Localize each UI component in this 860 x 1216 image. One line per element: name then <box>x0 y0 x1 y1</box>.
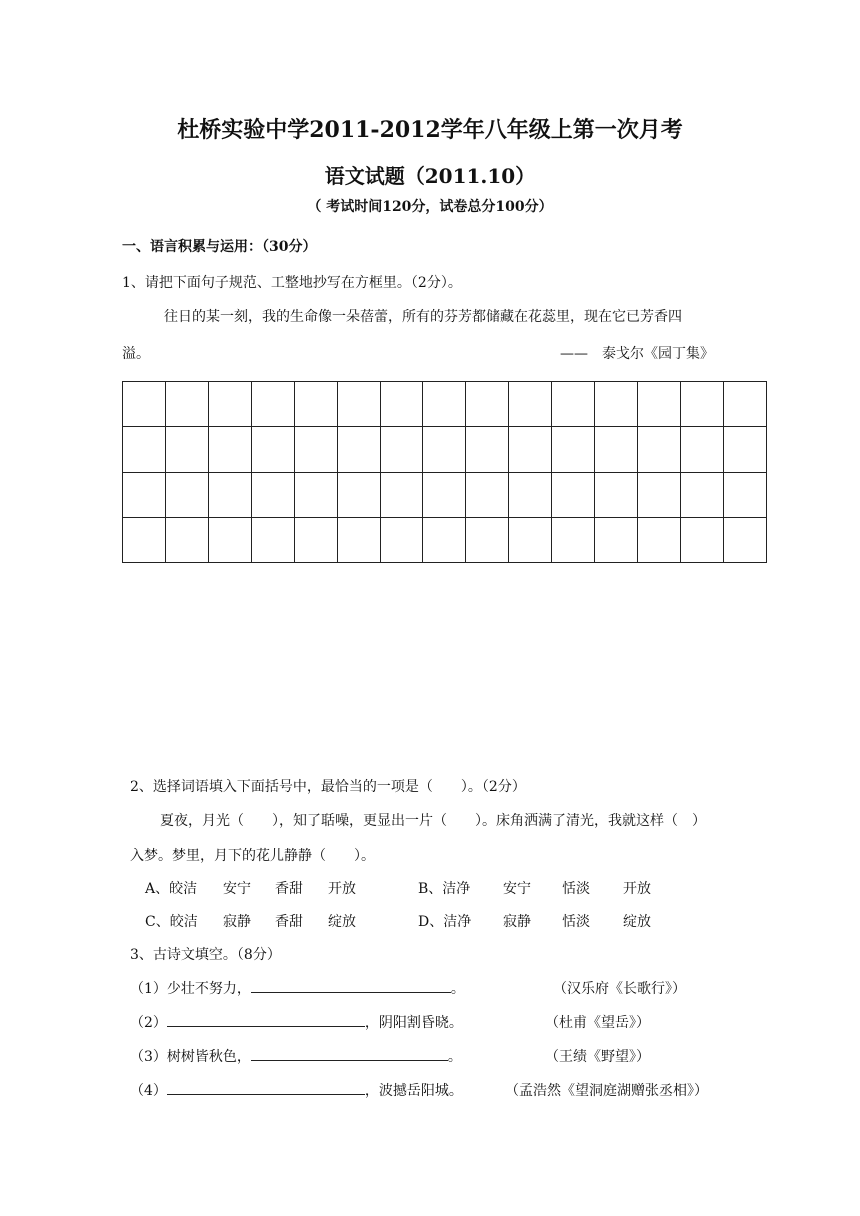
q1-passage-line1: 往日的某一刻，我的生命像一朵蓓蕾，所有的芬芳都储藏在花蕊里，现在它已芳香四 <box>164 309 682 325</box>
grid-row <box>123 517 767 562</box>
grid-cell[interactable] <box>552 517 595 562</box>
grid-cell[interactable] <box>552 427 595 472</box>
option-label: A、皎洁 <box>145 881 198 897</box>
grid-cell[interactable] <box>294 517 337 562</box>
grid-row <box>123 427 767 472</box>
grid-cell[interactable] <box>208 517 251 562</box>
grid-cell[interactable] <box>423 382 466 427</box>
grid-cell[interactable] <box>208 472 251 517</box>
grid-cell[interactable] <box>638 382 681 427</box>
grid-cell[interactable] <box>595 382 638 427</box>
grid-cell[interactable] <box>380 517 423 562</box>
grid-cell[interactable] <box>380 382 423 427</box>
option-word: 绽放 <box>328 914 356 930</box>
grid-cell[interactable] <box>123 517 166 562</box>
writing-grid <box>122 381 767 563</box>
grid-cell[interactable] <box>123 427 166 472</box>
item-text-after: ，阴阳割昏晓。 <box>364 1015 463 1031</box>
option-word: 恬淡 <box>562 914 590 930</box>
option-word: 寂静 <box>223 914 251 930</box>
item-text-after: 。 <box>450 981 465 997</box>
grid-cell[interactable] <box>723 382 766 427</box>
q3-item-1 <box>130 978 465 998</box>
grid-cell[interactable] <box>509 382 552 427</box>
grid-cell[interactable] <box>208 427 251 472</box>
option-word: 开放 <box>623 881 651 897</box>
option-label: B、洁净 <box>418 881 471 897</box>
grid-cell[interactable] <box>337 382 380 427</box>
grid-row <box>123 382 767 427</box>
item-text-after: 。 <box>447 1049 462 1065</box>
item-text-after: ，波撼岳阳城。 <box>364 1083 463 1099</box>
grid-row <box>123 472 767 517</box>
grid-cell[interactable] <box>595 472 638 517</box>
grid-cell[interactable] <box>552 382 595 427</box>
grid-cell[interactable] <box>680 382 723 427</box>
grid-cell[interactable] <box>337 427 380 472</box>
option-word: 香甜 <box>275 914 303 930</box>
grid-cell[interactable] <box>294 382 337 427</box>
q1-source: —— 泰戈尔《园丁集》 <box>560 346 714 362</box>
grid-cell[interactable] <box>123 472 166 517</box>
exam-note: （ 考试时间120分，试卷总分100分） <box>307 199 553 215</box>
grid-cell[interactable] <box>123 382 166 427</box>
grid-cell[interactable] <box>251 472 294 517</box>
item-number: （3） <box>130 1049 167 1065</box>
option-label: D、洁净 <box>418 914 472 930</box>
q3-item-2 <box>130 1012 463 1032</box>
item-number: （1） <box>130 981 167 997</box>
grid-cell[interactable] <box>466 472 509 517</box>
q3-item-4-source: （孟浩然《望洞庭湖赠张丞相》） <box>505 1083 708 1099</box>
grid-cell[interactable] <box>466 382 509 427</box>
answer-blank[interactable] <box>251 1046 448 1061</box>
grid-cell[interactable] <box>380 472 423 517</box>
grid-cell[interactable] <box>251 427 294 472</box>
grid-cell[interactable] <box>680 517 723 562</box>
option-word: 香甜 <box>275 881 303 897</box>
q3-prompt: 3、古诗文填空。（8分） <box>130 947 281 963</box>
grid-cell[interactable] <box>294 472 337 517</box>
option-word: 开放 <box>328 881 356 897</box>
grid-cell[interactable] <box>680 472 723 517</box>
answer-blank[interactable] <box>167 1080 365 1095</box>
q2-prompt: 2、选择词语填入下面括号中，最恰当的一项是（ ）。（2分） <box>130 779 526 795</box>
grid-cell[interactable] <box>423 517 466 562</box>
option-word: 恬淡 <box>562 881 590 897</box>
q3-item-1-source: （汉乐府《长歌行》） <box>553 981 686 997</box>
q1-passage-line2: 溢。 <box>122 346 150 362</box>
q3-item-4 <box>130 1080 463 1100</box>
grid-cell[interactable] <box>638 517 681 562</box>
item-number: （4） <box>130 1083 167 1099</box>
grid-cell[interactable] <box>423 472 466 517</box>
grid-cell[interactable] <box>466 427 509 472</box>
grid-cell[interactable] <box>595 427 638 472</box>
option-word: 安宁 <box>503 881 531 897</box>
grid-cell[interactable] <box>723 427 766 472</box>
option-label: C、皎洁 <box>145 914 198 930</box>
grid-cell[interactable] <box>251 382 294 427</box>
q2-passage-line1: 夏夜，月光（ ），知了聒噪，更显出一片（ ）。床角洒满了清光，我就这样（ ） <box>160 813 706 829</box>
grid-cell[interactable] <box>337 472 380 517</box>
grid-cell[interactable] <box>208 382 251 427</box>
grid-cell[interactable] <box>552 472 595 517</box>
grid-cell[interactable] <box>165 472 208 517</box>
item-text-before: 少壮不努力， <box>166 981 251 997</box>
option-word: 绽放 <box>623 914 651 930</box>
grid-cell[interactable] <box>723 472 766 517</box>
q3-item-3-source: （王绩《野望》） <box>545 1049 650 1065</box>
grid-cell[interactable] <box>638 472 681 517</box>
item-text-before: 树树皆秋色， <box>166 1049 251 1065</box>
q2-passage-line2: 入梦。梦里，月下的花儿静静（ ）。 <box>130 848 375 864</box>
q3-item-2-source: （杜甫《望岳》） <box>545 1015 650 1031</box>
grid-cell[interactable] <box>723 517 766 562</box>
grid-cell[interactable] <box>251 517 294 562</box>
grid-cell[interactable] <box>380 427 423 472</box>
exam-subtitle: 语文试题（2011.10） <box>324 164 536 188</box>
grid-cell[interactable] <box>509 427 552 472</box>
grid-cell[interactable] <box>423 427 466 472</box>
answer-blank[interactable] <box>167 1012 365 1027</box>
exam-title: 杜桥实验中学2011-2012学年八年级上第一次月考 <box>177 117 683 143</box>
grid-cell[interactable] <box>509 517 552 562</box>
grid-cell[interactable] <box>165 382 208 427</box>
grid-cell[interactable] <box>509 472 552 517</box>
answer-blank[interactable] <box>251 978 451 993</box>
option-word: 安宁 <box>223 881 251 897</box>
grid-cell[interactable] <box>165 427 208 472</box>
q3-item-3 <box>130 1046 462 1066</box>
grid-cell[interactable] <box>466 517 509 562</box>
grid-cell[interactable] <box>337 517 380 562</box>
grid-cell[interactable] <box>294 427 337 472</box>
q1-prompt: 1、请把下面句子规范、工整地抄写在方框里。（2分）。 <box>122 275 462 291</box>
section-heading: 一、语言积累与运用：（30分） <box>122 239 317 255</box>
grid-cell[interactable] <box>638 427 681 472</box>
grid-cell[interactable] <box>165 517 208 562</box>
grid-cell[interactable] <box>595 517 638 562</box>
item-number: （2） <box>130 1015 167 1031</box>
option-word: 寂静 <box>503 914 531 930</box>
grid-cell[interactable] <box>680 427 723 472</box>
